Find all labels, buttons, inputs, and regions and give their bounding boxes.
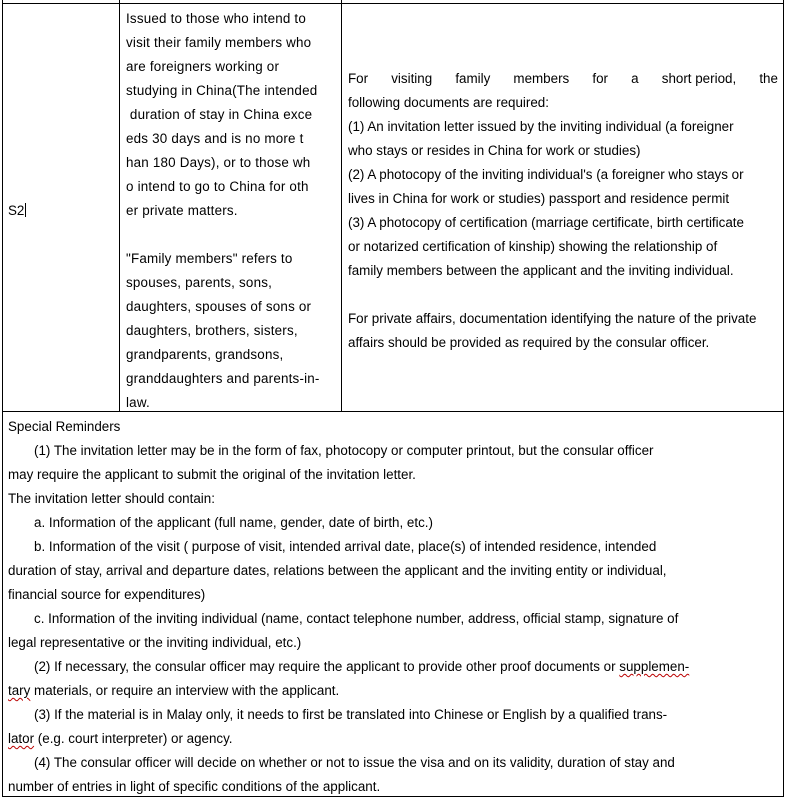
documents-line: or notarized certification of kinship) showing the relationship of — [348, 239, 718, 254]
reminder-line: may require the applicant to submit the original of the invitation letter. — [8, 467, 416, 482]
reminder-line: (1) The invitation letter may be in the form of fax, photocopy or computer printout, but the consular officer — [34, 443, 654, 458]
reminder-line: financial source for expenditures) — [8, 587, 206, 602]
reminder-line: b. Information of the visit ( purpose of visit, intended arrival date, place(s) of intended residence, intended — [34, 539, 657, 554]
spellcheck-word: tary — [8, 683, 31, 698]
description-line: Issued to those who intend to — [126, 11, 306, 26]
family-members-line: daughters, brothers, sisters, — [126, 323, 298, 338]
reminders-title: Special Reminders — [8, 419, 121, 434]
description-line: duration of stay in China exce — [126, 107, 313, 122]
required-documents-cell — [348, 67, 778, 355]
reminder-line: lator (e.g. court interpreter) or agency. — [8, 731, 233, 746]
description-line: han 180 Days), or to those wh — [126, 155, 311, 170]
spellcheck-word: supplemen- — [619, 659, 690, 674]
reminder-line: legal representative or the inviting individual, etc.) — [8, 635, 302, 650]
reminder-line: The invitation letter should contain: — [8, 491, 215, 506]
documents-line: family members between the applicant and the inviting individual. — [348, 263, 734, 278]
description-line: visit their family members who — [126, 35, 312, 50]
documents-line: (1) An invitation letter issued by the inviting individual (a foreigner — [348, 119, 734, 134]
reminder-line: (4) The consular officer will decide on whether or not to issue the visa and on its validity, duration of stay and — [34, 755, 675, 770]
documents-line: following documents are required: — [348, 95, 549, 110]
description-line: o intend to go to China for oth — [126, 179, 309, 194]
description-line: are foreigners working or — [126, 59, 280, 74]
reminder-line: duration of stay, arrival and departure dates, relations between the applicant and the inviting entity or individual, — [8, 563, 667, 578]
family-members-line: daughters, spouses of sons or — [126, 299, 312, 314]
description-line: studying in China(The intended — [126, 83, 318, 98]
documents-line: (3) A photocopy of certification (marriage certificate, birth certificate — [348, 215, 744, 230]
column-divider-2 — [341, 0, 342, 411]
description-line: er private matters. — [126, 203, 238, 218]
reminder-line: tary materials, or require an interview with the applicant. — [8, 683, 340, 698]
private-affairs-line: For private affairs, documentation identifying the nature of the private — [348, 311, 757, 326]
documents-line: who stays or resides in China for work or studies) — [348, 143, 641, 158]
documents-line: lives in China for work or studies) passport and residence permit — [348, 191, 730, 206]
description-cell — [126, 7, 336, 415]
family-members-line: grandparents, grandsons, — [126, 347, 284, 362]
text-cursor — [25, 203, 26, 217]
reminder-line: (2) If necessary, the consular officer may require the applicant to provide other proof documents or supplemen- — [34, 659, 690, 674]
family-members-line: law. — [126, 395, 150, 410]
reminder-line: number of entries in light of specific conditions of the applicant. — [8, 779, 381, 794]
column-divider-1 — [119, 0, 120, 411]
special-reminders-section — [8, 415, 776, 799]
family-members-line: spouses, parents, sons, — [126, 275, 273, 290]
visa-code: S2 — [8, 203, 25, 218]
family-members-line: granddaughters and parents-in- — [126, 371, 320, 386]
visa-code-cell — [8, 201, 26, 221]
documents-line: (2) A photocopy of the inviting individual's (a foreigner who stays or — [348, 167, 744, 182]
reminder-line: a. Information of the applicant (full name, gender, date of birth, etc.) — [34, 515, 433, 530]
family-members-line: "Family members" refers to — [126, 251, 293, 266]
reminder-line: (3) If the material is in Malay only, it needs to first be translated into Chinese or English by a qualified trans- — [34, 707, 668, 722]
documents-intro-line: For visiting family members for a short period, the — [348, 71, 778, 86]
description-line: eds 30 days and is no more t — [126, 131, 304, 146]
spellcheck-word: lator — [8, 731, 35, 746]
row-separator — [2, 411, 784, 412]
private-affairs-line: affairs should be provided as required by the consular officer. — [348, 335, 710, 350]
reminder-line: c. Information of the inviting individual (name, contact telephone number, address, official stamp, signature of — [34, 611, 679, 626]
